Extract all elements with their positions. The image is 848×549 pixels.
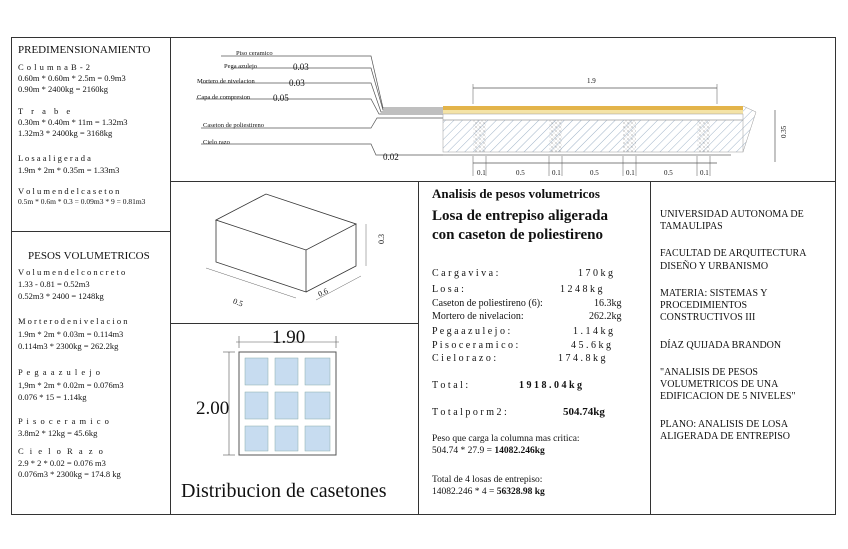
row-label-cielo: C i e l o r a z o :	[432, 353, 497, 364]
total-4-losas-formula: 14082.246 * 4 = 56328.98 kg	[432, 487, 545, 497]
columna-critica-label: Peso que carga la columna mas critica:	[432, 434, 580, 444]
plano-line2: ALIGERADA DE ENTREPISO	[660, 431, 790, 442]
thick-3: 0.05	[273, 93, 289, 103]
top-dim: 1.9	[587, 77, 596, 85]
mn-line2: 0.114m3 * 2300kg = 262.2kg	[18, 341, 119, 351]
iso-caseton-drawing	[171, 182, 418, 322]
side-dim: 0.35	[780, 125, 788, 138]
label-pega-azulejo: Pega azulejo	[224, 63, 258, 70]
author-name: DÍAZ QUIJADA BRANDON	[660, 340, 782, 351]
cr-label: C i e l o R a z o	[18, 446, 105, 456]
row-value-piso: 4 5 . 6 k g	[571, 340, 611, 351]
plan-caption: Distribucion de casetones	[181, 480, 387, 502]
pesos-title: PESOS VOLUMETRICOS	[28, 250, 150, 262]
analysis-title-1: Analisis de pesos volumetricos	[432, 186, 600, 201]
trabe-line1: 0.30m * 0.40m * 11m = 1.32m3	[18, 117, 128, 127]
iso-height: 0.3	[377, 234, 386, 244]
university-line1: UNIVERSIDAD AUTONOMA DE	[660, 209, 804, 220]
losa-line1: 1.9m * 2m * 0.35m = 1.33m3	[18, 165, 120, 175]
cr-line1: 2.9 * 2 * 0.02 = 0.076 m3	[18, 458, 106, 468]
row-value-losa: 1 2 4 8 k g	[560, 284, 603, 295]
label-piso-ceramico: Piso ceramico	[236, 50, 273, 57]
analysis-title-3: con caseton de poliestireno	[432, 227, 603, 243]
project-line2: VOLUMETRICOS DE UNA	[660, 379, 779, 390]
section-drawing	[171, 38, 835, 181]
row-value-caseton: 16.3kg	[594, 298, 622, 309]
row-label-piso: P i s o c e r a m i c o :	[432, 340, 519, 351]
university-line2: TAMAULIPAS	[660, 221, 723, 232]
total-value: 1 9 1 8 . 0 4 k g	[519, 380, 583, 391]
thick-1: 0.03	[293, 62, 309, 72]
pc-line1: 3.8m2 * 12kg = 45.6kg	[18, 428, 98, 438]
label-caseton: Caseton de poliestireno	[203, 122, 265, 129]
caseton-label: V o l u m e n d e l c a s e t o n	[18, 186, 120, 196]
total-4-losas-label: Total de 4 losas de entrepiso:	[432, 475, 543, 485]
total-label: T o t a l :	[432, 380, 469, 391]
project-line1: "ANALISIS DE PESOS	[660, 367, 758, 378]
bottom-dim-7: 0.1	[700, 169, 709, 177]
columna-line1: 0.60m * 0.60m * 2.5m = 0.9m3	[18, 73, 126, 83]
project-line3: EDIFICACION DE 5 NIVELES"	[660, 391, 796, 402]
columna-label: C o l u m n a B - 2	[18, 62, 91, 72]
vc-line2: 0.52m3 * 2400 = 1248kg	[18, 291, 104, 301]
label-mortero: Mortero de nivelacion	[197, 78, 255, 85]
row-value-cielo: 1 7 4 . 8 k g	[558, 353, 606, 364]
row-label-mortero: Mortero de nivelacion:	[432, 311, 524, 322]
label-capa-compresion: Capa de compresion	[197, 94, 251, 101]
bottom-dim-2: 0.5	[516, 169, 525, 177]
total-4-losas-value: 56328.98 kg	[496, 487, 545, 497]
iso-width1: 0.5	[231, 296, 245, 309]
subject-line2: PROCEDIMIENTOS	[660, 300, 748, 311]
total-m2-value: 504.74kg	[563, 406, 605, 418]
subject-line3: CONSTRUCTIVOS III	[660, 312, 756, 323]
subject-line1: MATERIA: SISTEMAS Y	[660, 288, 768, 299]
row-label-losa: L o s a :	[432, 284, 464, 295]
plano-line1: PLANO: ANALISIS DE LOSA	[660, 419, 789, 430]
bottom-dim-3: 0.1	[552, 169, 561, 177]
row-label-caseton: Caseton de poliestireno (6):	[432, 298, 543, 309]
columna-critica-value: 14082.246kg	[494, 446, 545, 456]
caseton-line1: 0.5m * 0.6m * 0.3 = 0.09m3 * 9 = 0.81m3	[18, 197, 146, 206]
analysis-title-2: Losa de entrepiso aligerada	[432, 208, 608, 224]
columna-line2: 0.90m * 2400kg = 2160kg	[18, 84, 109, 94]
faculty-line1: FACULTAD DE ARQUITECTURA	[660, 248, 807, 259]
thick-2: 0.03	[289, 78, 305, 88]
total-m2-label: T o t a l p o r m 2 :	[432, 407, 507, 418]
pa-label: P e g a a z u l e j o	[18, 367, 101, 377]
faculty-line2: DISEÑO Y URBANISMO	[660, 261, 769, 272]
label-cielo-razo: Cielo razo	[203, 139, 230, 146]
bottom-dim-6: 0.5	[664, 169, 673, 177]
plan-width: 1.90	[272, 327, 306, 348]
losa-label: L o s a a l i g e r a d a	[18, 153, 91, 163]
plan-height: 2.00	[196, 398, 230, 419]
mn-label: M o r t e r o d e n i v e l a c i o n	[18, 316, 128, 326]
trabe-line2: 1.32m3 * 2400kg = 3168kg	[18, 128, 113, 138]
row-value-carga-viva: 1 7 0 k g	[578, 268, 613, 279]
thick-4: 0.02	[383, 152, 399, 162]
iso-width2: 0.6	[316, 286, 330, 299]
predim-title: PREDIMENSIONAMIENTO	[18, 44, 151, 56]
bottom-dim-4: 0.5	[590, 169, 599, 177]
row-value-mortero: 262.2kg	[589, 311, 622, 322]
mn-line1: 1.9m * 2m * 0.03m = 0.114m3	[18, 329, 124, 339]
vc-label: V o l u m e n d e l c o n c r e t o	[18, 267, 126, 277]
columna-critica-formula: 504.74 * 27.9 = 14082.246kg	[432, 446, 545, 456]
pc-label: P i s o c e r a m i c o	[18, 416, 110, 426]
pa-line1: 1,9m * 2m * 0.02m = 0.076m3	[18, 380, 124, 390]
row-value-pega: 1 . 1 4 k g	[573, 326, 613, 337]
row-label-carga-viva: C a r g a v i v a :	[432, 268, 499, 279]
cr-line2: 0.076m3 * 2300kg = 174.8 kg	[18, 469, 121, 479]
bottom-dim-5: 0.1	[626, 169, 635, 177]
pa-line2: 0.076 * 15 = 1.14kg	[18, 392, 87, 402]
row-label-pega: P e g a a z u l e j o :	[432, 326, 511, 337]
trabe-label: T r a b e	[18, 106, 74, 116]
vc-line1: 1.33 - 0.81 = 0.52m3	[18, 279, 90, 289]
bottom-dim-1: 0.1	[477, 169, 486, 177]
